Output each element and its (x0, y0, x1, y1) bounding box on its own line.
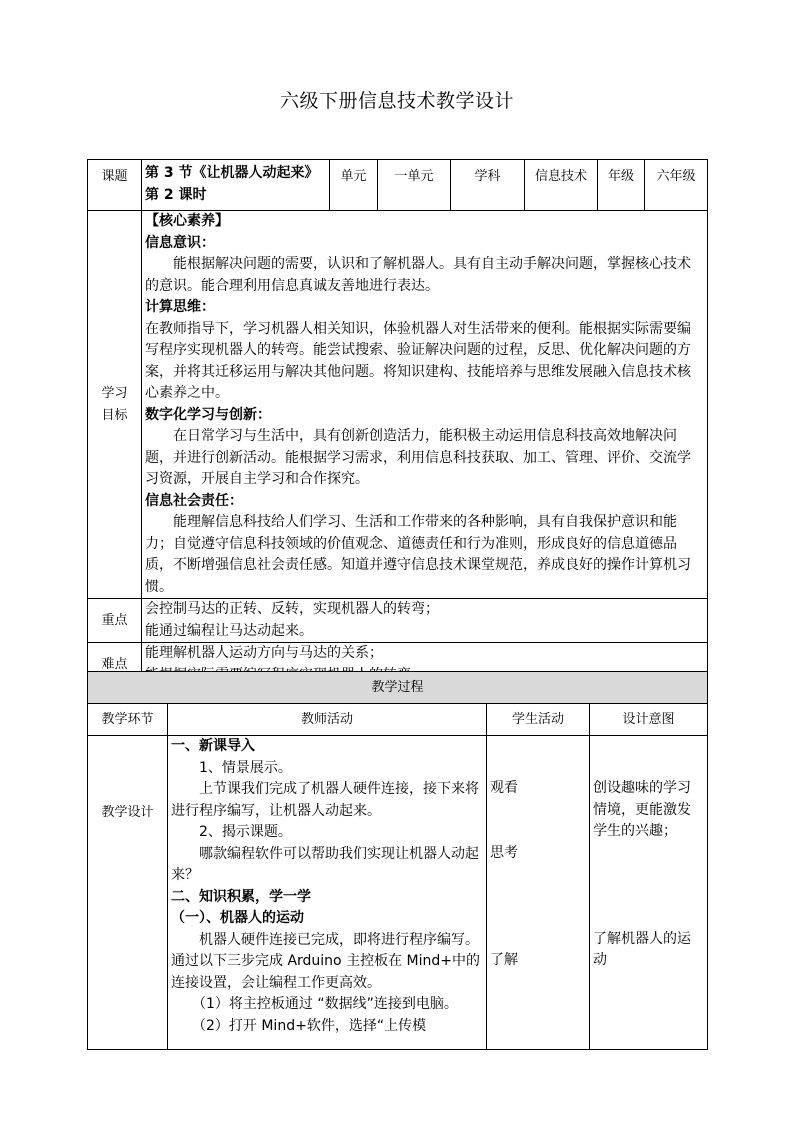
teacher-step-1-text: 上节课我们完成了机器人硬件连接，接下来将进行程序编写，让机器人动起来。 (171, 781, 479, 819)
key-point-2: 能通过编程让马达动起来。 (145, 622, 313, 639)
teaching-process-table (87, 671, 708, 1050)
goal-social-responsibility-text: 能理解信息科技给人们学习、生活和工作带来的各种影响，具有自我保护意识和能力；自觉遵守信息科技领域的价值观念、道德责任和行为准则，形成良好的信息道德品质，不断增强信息社会责任感。知道并遵守信息技术课堂规范，养成良好的操作计算机习惯。 (145, 514, 691, 595)
student-activity-1: 观看 (490, 780, 518, 796)
teacher-subsection-1: （一）、机器人的运动 (171, 910, 304, 926)
teacher-subsection-1-text: 机器人硬件连接已完成，即将进行程序编写。通过以下三步完成 Arduino 主控板在 Mind+中的连接设置，会让编程工作更高效。 (171, 931, 480, 991)
grade-value: 六年级 (645, 160, 708, 211)
key-points-label: 重点 (88, 599, 142, 643)
teacher-section-2: 二、知识积累，学一学 (171, 888, 311, 905)
difficulties-label: 难点 (88, 643, 142, 687)
student-activity-2: 思考 (490, 844, 518, 861)
topic-period: 第 2 课时 (145, 186, 207, 203)
goals-content (142, 211, 708, 599)
teacher-step-1: 1、情景展示。 (199, 759, 292, 776)
col-student-header: 学生活动 (487, 704, 590, 736)
teacher-activity-cell (168, 736, 487, 1050)
unit-value: 一单元 (378, 160, 451, 211)
goal-computational-thinking-text: 在教师指导下，学习机器人相关知识，体验机器人对生活带来的便利。能根据实际需要编写程序实现机器人的转弯。能尝试搜索、验证解决问题的过程，反思、优化解决问题的方案，并将其迁移运用与解决其他问题。将知识建构、技能培养与思维发展融入信息技术核心素养之中。 (145, 320, 691, 401)
topic-value (142, 160, 330, 211)
teacher-substep-1: （1）将主控板通过 “数据线”连接到电脑。 (192, 996, 458, 1012)
student-activity-3: 了解 (490, 952, 518, 968)
student-activity-cell (487, 736, 590, 1050)
topic-label: 课题 (88, 160, 142, 211)
key-point-1: 会控制马达的正转、反转，实现机器人的转弯； (145, 601, 439, 617)
intent-cell (590, 736, 708, 1050)
teacher-section-1: 一、新课导入 (171, 738, 255, 754)
goals-label (88, 211, 142, 599)
teacher-step-2-text: 哪款编程软件可以帮助我们实现让机器人动起来？ (171, 845, 479, 883)
stage-cell: 教学设计 (88, 736, 168, 1050)
goals-heading: 【核心素养】 (145, 213, 229, 229)
goal-digital-learning-title: 数字化学习与创新： (145, 406, 271, 423)
difficulty-1: 能理解机器人运动方向与马达的关系； (145, 645, 383, 661)
goal-info-awareness-text: 能根据解决问题的需要，认识和了解机器人。具有自主动手解决问题，掌握核心技术的意识。能合理利用信息真诚友善地进行表达。 (145, 256, 691, 294)
teacher-substep-2: （2）打开 Mind+软件，选择“上传模 (192, 1017, 427, 1034)
goal-digital-learning-text: 在日常学习与生活中，具有创新创造活力，能积极主动运用信息科技高效地解决问题，并进行创新活动。能根据学习需求，利用信息科技获取、加工、管理、评价、交流学习资源，开展自主学习和合作探究。 (145, 428, 691, 487)
key-points-content (142, 599, 708, 643)
col-teacher-header: 教师活动 (168, 704, 487, 736)
teacher-step-2: 2、揭示课题。 (199, 824, 292, 840)
subject-label: 学科 (451, 160, 525, 211)
process-header: 教学过程 (88, 672, 708, 704)
goals-label-line1: 学习 (101, 386, 128, 401)
intent-2: 了解机器人的运动 (593, 930, 691, 968)
intent-1: 创设趣味的学习情境，更能激发学生的兴趣； (593, 780, 691, 839)
col-stage-header: 教学环节 (88, 704, 168, 736)
subject-value: 信息技术 (525, 160, 598, 211)
unit-label: 单元 (330, 160, 378, 211)
goal-social-responsibility-title: 信息社会责任： (145, 492, 243, 509)
goals-label-line2: 目标 (101, 407, 128, 423)
goal-info-awareness-title: 信息意识： (145, 234, 215, 251)
topic-title: 第 3 节《让机器人动起来》 (145, 165, 319, 181)
col-intent-header: 设计意图 (590, 704, 708, 736)
grade-label: 年级 (598, 160, 645, 211)
lesson-info-table (87, 159, 708, 687)
goal-computational-thinking-title: 计算思维： (145, 299, 215, 315)
page-title: 六级下册信息技术教学设计 (279, 90, 514, 112)
